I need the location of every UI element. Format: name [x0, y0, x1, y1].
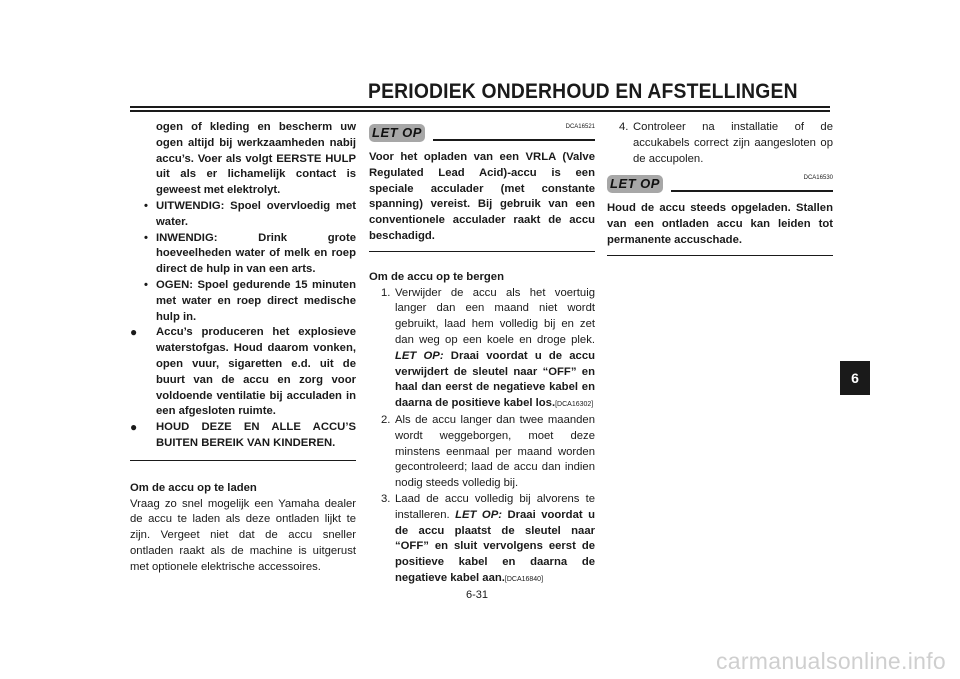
step-3: 3. Laad de accu volledig bij alvorens te installeren. LET OP: Draai voordat u de accu plaatst de sleutel naar “OFF” en sluit vervolgens eerst de positieve kabel en daarna de negatieve kabel aan.[DCA16840]	[381, 492, 595, 584]
header-rule-top	[130, 106, 830, 108]
notice-badge: LET OP	[607, 175, 663, 193]
first-aid-item: • UITWENDIG: Spoel overvloedig met water.	[144, 199, 356, 228]
page-title: PERIODIEK ONDERHOUD EN AFSTELLINGEN	[368, 80, 798, 103]
first-aid-item: • OGEN: Spoel gedurende 15 minuten met water en roep direct medische hulp in.	[144, 278, 356, 323]
notice-end-rule	[607, 255, 833, 256]
chapter-tab[interactable]: 6	[840, 361, 870, 395]
footer-watermark[interactable]: carmanualsonline.info	[715, 648, 946, 674]
step-2: 2. Als de accu langer dan twee maanden wordt weggeborgen, moet deze minstens eenmaal per maand worden gecontroleerd; laad de accu dan indien nodig steeds volledig bij.	[381, 413, 595, 490]
step-1: 1. Verwijder de accu als het voertuig langer dan een maand niet wordt gebruikt, laad hem volledig bij en zet dan weg op een koele en droge plek. LET OP: Draai voordat u de accu verwijdert de sleutel naar “OFF” en haal dan eerst de negatieve kabel en daarna de positieve kabel los.[DCA16302]	[381, 286, 596, 410]
notice-badge: LET OP	[369, 124, 425, 142]
column-1	[130, 120, 356, 576]
warning-item: ● HOUD DEZE EN ALLE ACCU’S BUITEN BEREIK VAN KINDEREN.	[130, 420, 356, 449]
section-heading-store: Om de accu op te bergen	[369, 270, 504, 283]
section-heading-charge: Om de accu op te laden	[130, 481, 257, 494]
column-3	[607, 120, 833, 256]
column-2	[369, 120, 595, 588]
notice-header-rule	[671, 190, 833, 192]
notice-text: Voor het opladen van een VRLA (Valve Regulated Lead Acid)-accu is een speciale acculader (met constante spanning) vereist. Bij gebruik van een conventionele acculader raakt de accu beschadigd.	[369, 151, 595, 242]
page-number: 6-31	[466, 589, 489, 601]
warning-item: ● Accu’s produceren het explosieve waterstofgas. Houd daarom vonken, open vuur, sigaretten e.d. uit de buurt van de accu en zorg voor voldoende ventilatie bij acculaden in een afgesloten ruimte.	[130, 325, 356, 418]
notice-header	[607, 171, 833, 195]
first-aid-item: • INWENDIG: Drink grote hoeveelheden water of melk en roep direct de hulp in van een arts.	[144, 231, 356, 276]
notice-text: Houd de accu steeds opgeladen. Stallen van een ontladen accu kan leiden tot permanente accuschade.	[607, 202, 833, 246]
charge-text: Vraag zo snel mogelijk een Yamaha dealer de accu te laden als deze ontladen lijkt te zijn. Vergeet niet dat de accu sneller ontladen raakt als de machine is uitgerust met optionele elektrische accessoires.	[130, 497, 356, 573]
warning-intro: ogen of kleding en bescherm uw ogen altijd bij werkzaamheden nabij accu’s. Voer als volgt EERSTE HULP uit als er lichamelijk contact is geweest met elektrolyt.	[156, 121, 356, 197]
step-4: 4. Controleer na installatie of de accukabels correct zijn aangesloten op de accupolen.	[619, 121, 833, 165]
notice-header	[369, 120, 595, 144]
notice-header-rule	[433, 139, 595, 141]
notice-code: DCA16521	[565, 124, 595, 130]
header-rule-bottom	[130, 110, 830, 112]
notice-code: DCA16530	[803, 175, 833, 182]
